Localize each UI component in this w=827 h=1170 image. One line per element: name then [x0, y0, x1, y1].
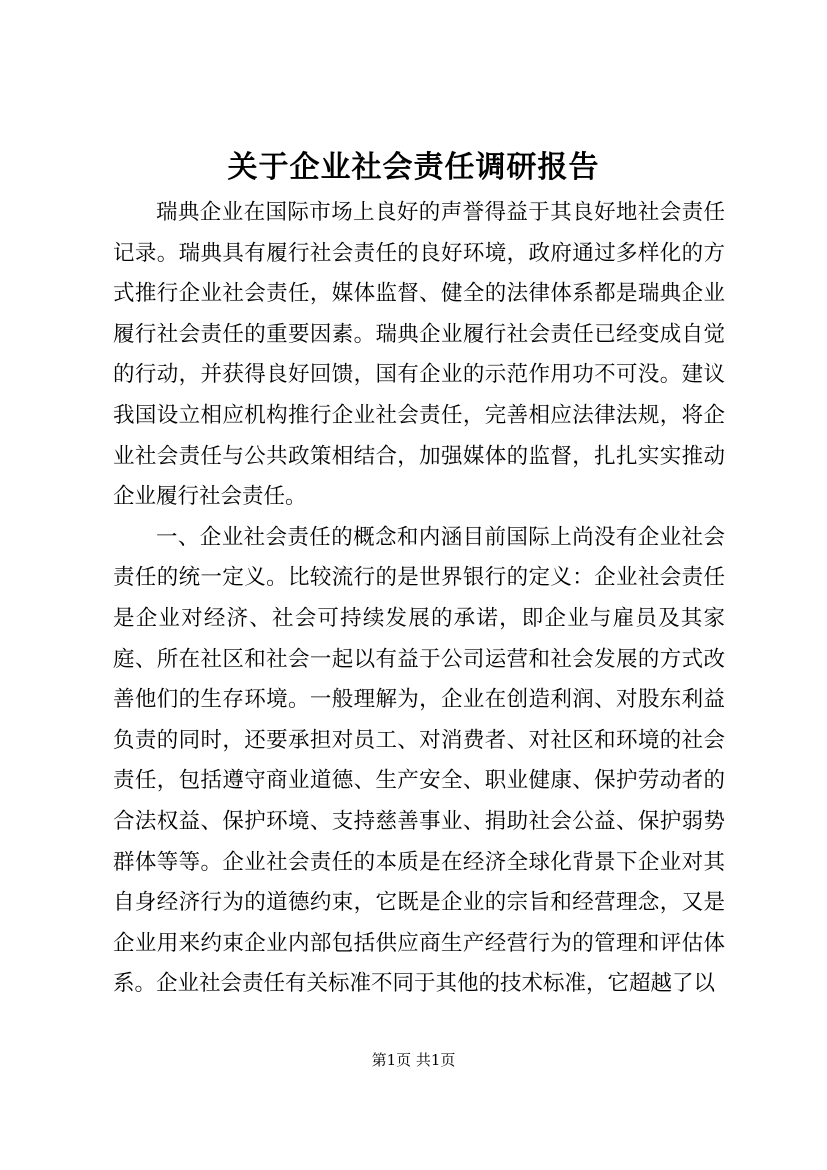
paragraph-1: 瑞典企业在国际市场上良好的声誉得益于其良好地社会责任记录。瑞典具有履行社会责任的良好环境，政府通过多样化的方式推行企业社会责任，媒体监督、健全的法律体系都是瑞典企业履行社会责任的重要因素。瑞典企业履行社会责任已经变成自觉的行动，并获得良好回馈，国有企业的示范作用功不可没。建议我国设立相应机构推行企业社会责任，完善相应法律法规，将企业社会责任与公共政策相结合，加强媒体的监督，扎扎实实推动企业履行社会责任。 [113, 200, 725, 510]
paragraph-2: 一、企业社会责任的概念和内涵目前国际上尚没有企业社会责任的统一定义。比较流行的是世界银行的定义：企业社会责任是企业对经济、社会可持续发展的承诺，即企业与雇员及其家庭、所在社区和社会一起以有益于公司运营和社会发展的方式改善他们的生存环境。一般理解为，企业在创造利润、对股东利益负责的同时，还要承担对员工、对消费者、对社区和环境的社会责任，包括遵守商业道德、生产安全、职业健康、保护劳动者的合法权益、保护环境、支持慈善事业、捐助社会公益、保护弱势群体等等。企业社会责任的本质是在经济全球化背景下企业对其自身经济行为的道德约束，它既是企业的宗旨和经营理念，又是企业用来约束企业内部包括供应商生产经营行为的管理和评估体系。企业社会责任有关标准不同于其他的技术标准，它超越了以 [113, 524, 725, 997]
document-title: 关于企业社会责任调研报告 [227, 150, 600, 185]
document-body [113, 193, 725, 1005]
page-footer: 第1页 共1页 [371, 1051, 456, 1069]
